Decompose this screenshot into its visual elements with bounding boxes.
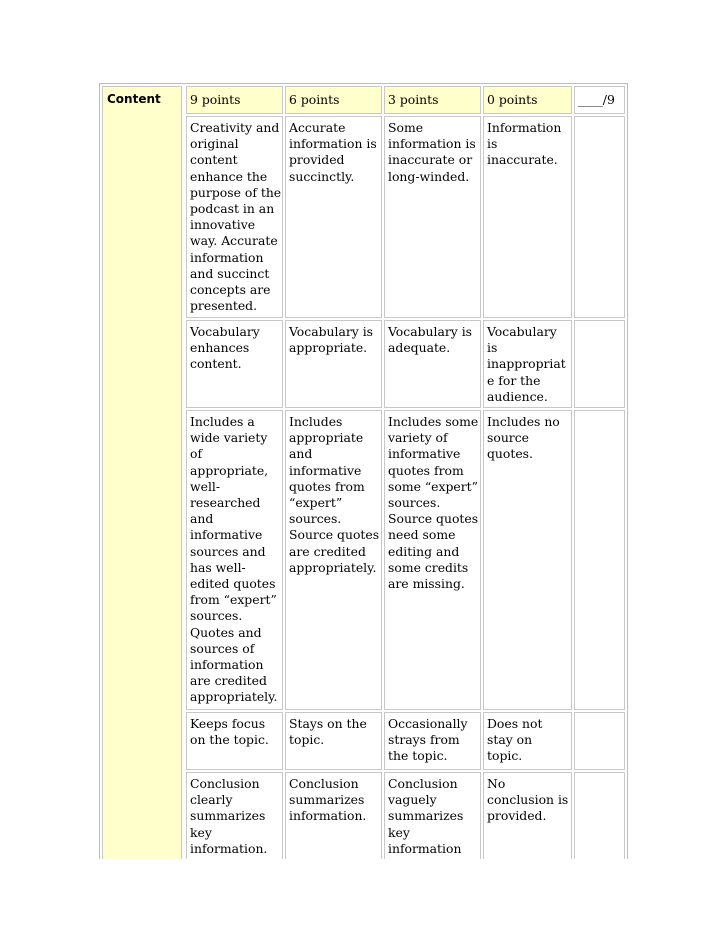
score-cell xyxy=(574,772,625,859)
score-cell xyxy=(574,116,625,318)
level-header-3: 3 points xyxy=(384,86,481,114)
criterion-sources-3: Includes some variety of informative quotes from some “expert” sources. Source quotes need some editing and some credits are missing. xyxy=(384,410,481,710)
criterion-sources-9: Includes a wide variety of appropriate, well- researched and informative sources and has well- edited quotes from “expert” sources. Quotes and sources of information are credited appropriately. xyxy=(186,410,283,710)
score-blank: ____/9 xyxy=(574,86,625,114)
criterion-conclusion-3: Conclusion vaguely summarizes key information xyxy=(384,772,481,859)
criterion-vocabulary-0: Vocabulary is inappropriat e for the audience. xyxy=(483,320,572,408)
criterion-vocabulary-6: Vocabulary is appropriate. xyxy=(285,320,382,408)
criterion-focus-3: Occasionally strays from the topic. xyxy=(384,712,481,770)
criterion-focus-0: Does not stay on topic. xyxy=(483,712,572,770)
level-header-0: 0 points xyxy=(483,86,572,114)
criterion-accuracy-3: Some information is inaccurate or long-winded. xyxy=(384,116,481,318)
category-cell xyxy=(102,86,182,859)
criterion-sources-6: Includes appropriate and informative quotes from “expert” sources. Source quotes are credited appropriately. xyxy=(285,410,382,710)
criterion-conclusion-9: Conclusion clearly summarizes key information. xyxy=(186,772,283,859)
score-cell xyxy=(574,320,625,408)
criterion-accuracy-6: Accurate information is provided succinctly. xyxy=(285,116,382,318)
level-header-9: 9 points xyxy=(186,86,283,114)
criterion-conclusion-0: No conclusion is provided. xyxy=(483,772,572,859)
score-cell xyxy=(574,410,625,710)
criterion-conclusion-6: Conclusion summarizes information. xyxy=(285,772,382,859)
criterion-vocabulary-3: Vocabulary is adequate. xyxy=(384,320,481,408)
criterion-accuracy-0: Information is inaccurate. xyxy=(483,116,572,318)
criterion-focus-6: Stays on the topic. xyxy=(285,712,382,770)
category-label: Content xyxy=(107,92,161,106)
criterion-sources-0: Includes no source quotes. xyxy=(483,410,572,710)
criterion-accuracy-9: Creativity and original content enhance the purpose of the podcast in an innovative way. Accurate information and succinct concepts are presented. xyxy=(186,116,283,318)
criterion-focus-9: Keeps focus on the topic. xyxy=(186,712,283,770)
score-cell xyxy=(574,712,625,770)
criterion-vocabulary-9: Vocabulary enhances content. xyxy=(186,320,283,408)
level-header-6: 6 points xyxy=(285,86,382,114)
